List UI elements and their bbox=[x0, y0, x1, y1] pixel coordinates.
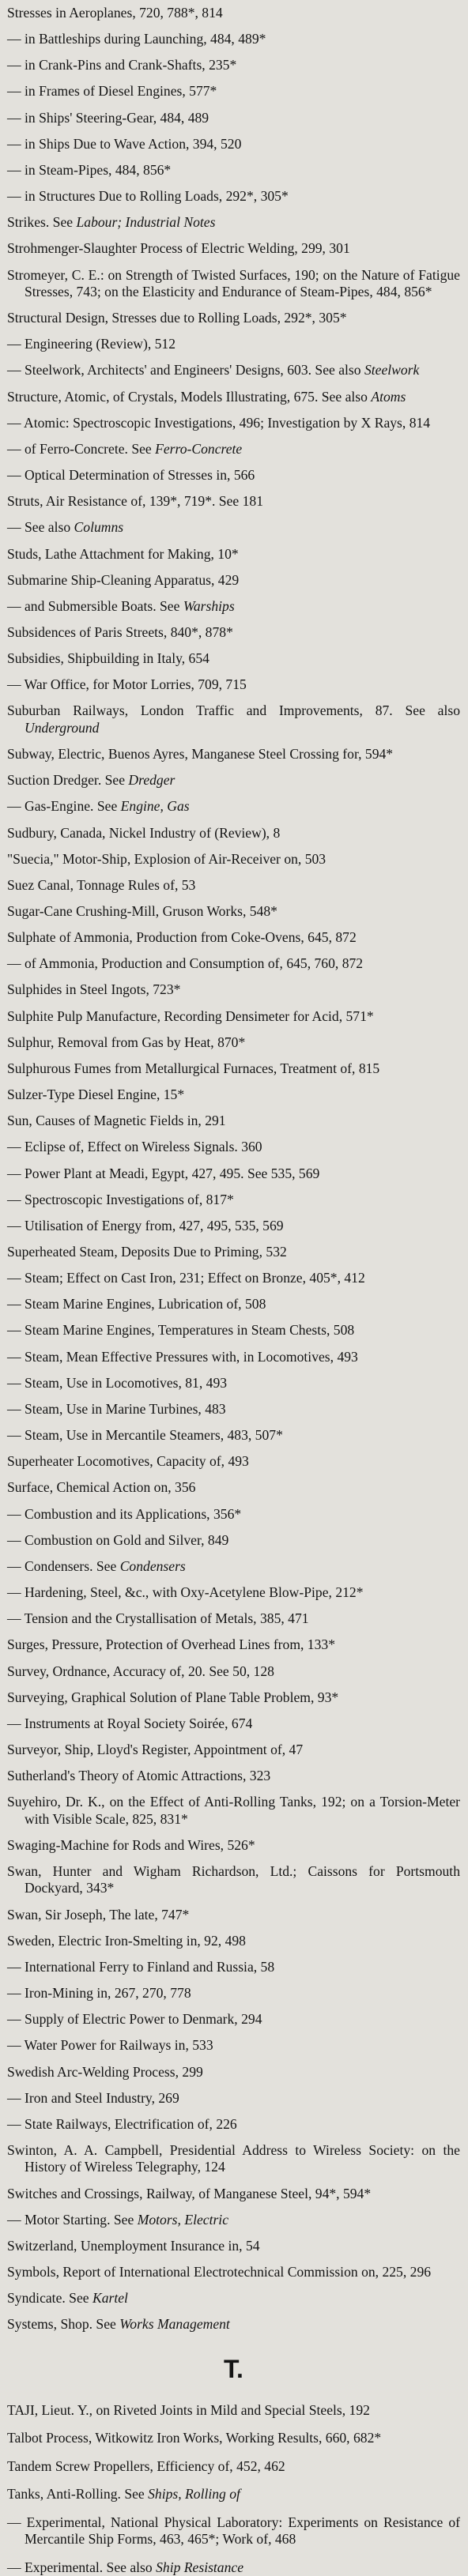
index-entry: Symbols, Report of International Electrotechnical Commission on, 225, 296 bbox=[7, 2264, 432, 2280]
index-entry: — Steam; Effect on Cast Iron, 231; Effect on Bronze, 405*, 412 bbox=[7, 1270, 365, 1286]
index-entry: — Power Plant at Meadi, Egypt, 427, 495. See 535, 569 bbox=[7, 1165, 320, 1181]
index-entry: Superheated Steam, Deposits Due to Priming, 532 bbox=[7, 1244, 287, 1260]
index-entry: — War Office, for Motor Lorries, 709, 715 bbox=[7, 676, 247, 693]
index-entry: — Steam, Mean Effective Pressures with, in Locomotives, 493 bbox=[7, 1348, 358, 1365]
index-entry: Suyehiro, Dr. K., on the Effect of Anti-Rolling Tanks, 192; on a Torsion-Meter with Visible Scale, 825, 831* bbox=[7, 1794, 460, 1827]
index-section-t bbox=[7, 2402, 460, 2576]
index-entry: — Engineering (Review), 512 bbox=[7, 336, 176, 352]
index-entry: Sulphite Pulp Manufacture, Recording Densimeter for Acid, 571* bbox=[7, 1007, 374, 1024]
index-entry: Suburban Railways, London Traffic and Improvements, 87. See also Underground bbox=[7, 702, 460, 736]
index-entry: — Water Power for Railways in, 533 bbox=[7, 2037, 213, 2054]
index-entry: — Gas-Engine. See Engine, Gas bbox=[7, 798, 190, 815]
index-entry: — and Submersible Boats. See Warships bbox=[7, 597, 235, 614]
index-entry: — Supply of Electric Power to Denmark, 294 bbox=[7, 2011, 262, 2028]
index-entry: — Steam Marine Engines, Lubrication of, 508 bbox=[7, 1296, 266, 1312]
index-section-s bbox=[7, 5, 460, 2334]
index-entry: — in Structures Due to Rolling Loads, 292*, 305* bbox=[7, 188, 289, 205]
index-entry: — Steam, Use in Marine Turbines, 483 bbox=[7, 1400, 226, 1417]
index-entry: — Eclipse of, Effect on Wireless Signals. 360 bbox=[7, 1139, 262, 1155]
index-entry: — State Railways, Electrification of, 226 bbox=[7, 2115, 237, 2132]
index-entry: Talbot Process, Witkowitz Iron Works, Working Results, 660, 682* bbox=[7, 2430, 382, 2446]
index-entry: — Condensers. See Condensers bbox=[7, 1557, 186, 1574]
index-entry: Sulphate of Ammonia, Production from Coke-Ovens, 645, 872 bbox=[7, 929, 357, 946]
index-entry: Survey, Ordnance, Accuracy of, 20. See 50, 128 bbox=[7, 1663, 274, 1679]
index-entry: — Optical Determination of Stresses in, 566 bbox=[7, 467, 255, 484]
index-entry: Stresses in Aeroplanes, 720, 788*, 814 bbox=[7, 5, 223, 21]
letter-heading: T. bbox=[224, 2355, 243, 2383]
index-entry: Surveying, Graphical Solution of Plane Table Problem, 93* bbox=[7, 1689, 339, 1705]
index-entry: Structure, Atomic, of Crystals, Models Illustrating, 675. See also Atoms bbox=[7, 388, 406, 405]
index-entry: Sun, Causes of Magnetic Fields in, 291 bbox=[7, 1113, 226, 1129]
index-entry: — Steam Marine Engines, Temperatures in Steam Chests, 508 bbox=[7, 1322, 355, 1339]
index-entry: Systems, Shop. See Works Management bbox=[7, 2316, 230, 2333]
index-entry: — in Steam-Pipes, 484, 856* bbox=[7, 161, 172, 178]
index-entry: Swan, Hunter and Wigham Richardson, Ltd.; Caissons for Portsmouth Dockyard, 343* bbox=[7, 1863, 460, 1896]
index-entry: Sudbury, Canada, Nickel Industry of (Review), 8 bbox=[7, 824, 281, 841]
index-entry: — See also Columns bbox=[7, 519, 124, 536]
index-entry: Strikes. See Labour; Industrial Notes bbox=[7, 214, 216, 231]
index-entry: Stromeyer, C. E.: on Strength of Twisted Surfaces, 190; on the Nature of Fatigue Stresses, 743; on the Elasticity and Endurance of Steam-Pipes, 484, 856* bbox=[7, 266, 460, 299]
index-entry: — Combustion and its Applications, 356* bbox=[7, 1505, 242, 1522]
index-entry: Strohmenger-Slaughter Process of Electric Welding, 299, 301 bbox=[7, 240, 350, 257]
index-entry: — Experimental. See also Ship Resistance bbox=[7, 2559, 244, 2575]
index-entry: — Steelwork, Architects' and Engineers' Designs, 603. See also Steelwork bbox=[7, 362, 420, 378]
index-entry: Swan, Sir Joseph, The late, 747* bbox=[7, 1906, 190, 1923]
index-entry: — of Ferro-Concrete. See Ferro-Concrete bbox=[7, 440, 243, 457]
index-entry: Struts, Air Resistance of, 139*, 719*. See 181 bbox=[7, 493, 263, 510]
index-entry: Sugar-Cane Crushing-Mill, Gruson Works, 548* bbox=[7, 902, 277, 919]
index-entry: Sulzer-Type Diesel Engine, 15* bbox=[7, 1087, 185, 1103]
index-entry: Surface, Chemical Action on, 356 bbox=[7, 1479, 196, 1496]
index-entry: Surges, Pressure, Protection of Overhead Lines from, 133* bbox=[7, 1636, 335, 1653]
index-entry: — Combustion on Gold and Silver, 849 bbox=[7, 1531, 229, 1548]
index-entry: Subsidences of Paris Streets, 840*, 878* bbox=[7, 624, 233, 640]
index-entry: Tanks, Anti-Rolling. See Ships, Rolling of bbox=[7, 2486, 240, 2503]
index-entry: — Utilisation of Energy from, 427, 495, 535, 569 bbox=[7, 1217, 284, 1233]
index-entry: — in Crank-Pins and Crank-Shafts, 235* bbox=[7, 57, 237, 73]
index-entry: — Tension and the Crystallisation of Metals, 385, 471 bbox=[7, 1610, 309, 1627]
index-entry: — in Ships' Steering-Gear, 484, 489 bbox=[7, 109, 209, 126]
index-entry: — in Ships Due to Wave Action, 394, 520 bbox=[7, 135, 242, 152]
index-entry: — Iron and Steel Industry, 269 bbox=[7, 2089, 179, 2106]
index-entry: — of Ammonia, Production and Consumption of, 645, 760, 872 bbox=[7, 955, 364, 972]
index-entry: — International Ferry to Finland and Russia, 58 bbox=[7, 1958, 275, 1975]
index-entry: Swedish Arc-Welding Process, 299 bbox=[7, 2063, 203, 2080]
index-entry: — Spectroscopic Investigations of, 817* bbox=[7, 1191, 234, 1207]
index-entry: Swaging-Machine for Rods and Wires, 526* bbox=[7, 1836, 255, 1853]
index-entry: Structural Design, Stresses due to Rolling Loads, 292*, 305* bbox=[7, 310, 347, 326]
index-entry: — Motor Starting. See Motors, Electric bbox=[7, 2211, 229, 2228]
index-entry: Surveyor, Ship, Lloyd's Register, Appointment of, 47 bbox=[7, 1741, 304, 1757]
index-entry: — Iron-Mining in, 267, 270, 778 bbox=[7, 1985, 191, 2002]
index-entry: TAJI, Lieut. Y., on Riveted Joints in Mild and Special Steels, 192 bbox=[7, 2402, 370, 2418]
index-entry: Subway, Electric, Buenos Ayres, Manganese Steel Crossing for, 594* bbox=[7, 746, 394, 763]
index-entry: — Atomic: Spectroscopic Investigations, 496; Investigation by X Rays, 814 bbox=[7, 414, 431, 431]
index-entry: Syndicate. See Kartel bbox=[7, 2290, 128, 2307]
index-entry: — Hardening, Steel, &c., with Oxy-Acetylene Blow-Pipe, 212* bbox=[7, 1584, 364, 1601]
index-entry: — in Frames of Diesel Engines, 577* bbox=[7, 83, 217, 100]
index-entry: — in Battleships during Launching, 484, 489* bbox=[7, 31, 266, 47]
index-entry: Studs, Lathe Attachment for Making, 10* bbox=[7, 545, 239, 562]
index-entry: Sulphides in Steel Ingots, 723* bbox=[7, 981, 181, 998]
index-entry: Suez Canal, Tonnage Rules of, 53 bbox=[7, 876, 196, 893]
index-entry: Switches and Crossings, Railway, of Manganese Steel, 94*, 594* bbox=[7, 2185, 372, 2201]
index-entry: Tandem Screw Propellers, Efficiency of, 452, 462 bbox=[7, 2457, 285, 2474]
index-entry: Sulphur, Removal from Gas by Heat, 870* bbox=[7, 1034, 246, 1050]
index-entry: Sutherland's Theory of Atomic Attractions, 323 bbox=[7, 1768, 271, 1784]
index-entry: Suction Dredger. See Dredger bbox=[7, 772, 176, 789]
index-entry: — Steam, Use in Mercantile Steamers, 483, 507* bbox=[7, 1427, 283, 1444]
index-entry: Sulphurous Fumes from Metallurgical Furnaces, Treatment of, 815 bbox=[7, 1060, 380, 1076]
index-entry: Switzerland, Unemployment Insurance in, 54 bbox=[7, 2237, 260, 2254]
index-entry: Superheater Locomotives, Capacity of, 493 bbox=[7, 1453, 249, 1470]
index-entry: — Instruments at Royal Society Soirée, 674 bbox=[7, 1715, 253, 1731]
index-entry: — Experimental, National Physical Laboratory: Experiments on Resistance of Mercantile Ship Forms, 463, 465*; Work of, 468 bbox=[7, 2514, 460, 2548]
index-entry: Sweden, Electric Iron-Smelting in, 92, 498 bbox=[7, 1932, 246, 1949]
index-entry: Swinton, A. A. Campbell, Presidential Address to Wireless Society: on the History of Wireless Telegraphy, 124 bbox=[7, 2141, 460, 2175]
index-entry: Submarine Ship-Cleaning Apparatus, 429 bbox=[7, 571, 240, 588]
index-entry: "Suecia," Motor-Ship, Explosion of Air-Receiver on, 503 bbox=[7, 850, 326, 867]
index-entry: Subsidies, Shipbuilding in Italy, 654 bbox=[7, 650, 209, 667]
index-entry: — Steam, Use in Locomotives, 81, 493 bbox=[7, 1374, 228, 1391]
